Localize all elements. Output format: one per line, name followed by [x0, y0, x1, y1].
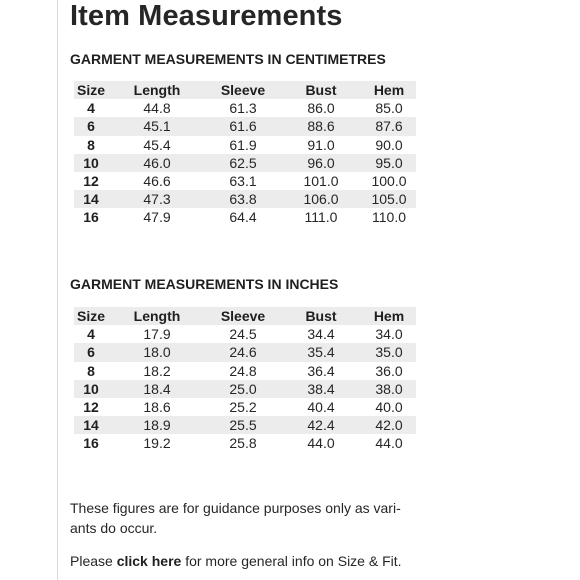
- cell-length: 44.8: [143, 100, 171, 117]
- cell-bust: 91.0: [307, 136, 335, 153]
- column-header-length: Length: [108, 81, 206, 99]
- cell-length: 17.9: [143, 326, 171, 343]
- cell-sleeve: 61.6: [206, 117, 280, 135]
- cell-sleeve: 61.9: [229, 136, 257, 153]
- inches-table-body: [74, 325, 416, 452]
- cell-size: 6: [74, 117, 108, 135]
- cell-hem: 36.0: [375, 362, 403, 379]
- cell-hem: 87.6: [362, 117, 416, 135]
- cell-sleeve: 25.8: [229, 435, 257, 452]
- cell-hem: 42.0: [362, 416, 416, 434]
- cell-sleeve: 24.6: [206, 343, 280, 361]
- cell-bust: 42.4: [280, 416, 362, 434]
- table-row: [74, 208, 416, 226]
- cell-size: 14: [74, 190, 108, 208]
- cell-sleeve: 25.5: [206, 416, 280, 434]
- cell-size: 16: [83, 435, 99, 452]
- cell-size: 4: [87, 100, 95, 117]
- cell-hem: 44.0: [375, 435, 403, 452]
- cell-bust: 38.4: [280, 380, 362, 398]
- cell-length: 18.4: [108, 380, 206, 398]
- cm-table-body: [74, 99, 416, 226]
- table-row: [74, 117, 416, 135]
- cell-size: 8: [87, 136, 95, 153]
- cell-sleeve: 64.4: [229, 209, 257, 226]
- cm-measurements-table: [74, 81, 416, 227]
- table-row: [74, 343, 416, 361]
- cell-size: 4: [87, 326, 95, 343]
- cell-size: 16: [83, 209, 99, 226]
- column-header-hem: Hem: [362, 81, 416, 99]
- click-here-link[interactable]: click here: [116, 553, 182, 569]
- cell-bust: 35.4: [280, 343, 362, 361]
- table-header-row: [74, 307, 416, 325]
- cell-length: 47.9: [143, 209, 171, 226]
- cell-hem: 85.0: [375, 100, 403, 117]
- cell-bust: 40.4: [307, 399, 335, 416]
- column-header-length: Length: [108, 307, 206, 325]
- column-header-sleeve: Sleeve: [206, 81, 280, 99]
- table-row: [74, 434, 416, 452]
- cell-hem: 105.0: [362, 190, 416, 208]
- cell-bust: 88.6: [280, 117, 362, 135]
- cell-length: 45.4: [143, 136, 171, 153]
- cell-sleeve: 25.2: [229, 399, 257, 416]
- column-header-hem: Hem: [362, 307, 416, 325]
- inches-measurements-table: [74, 307, 416, 453]
- cell-length: 47.3: [108, 190, 206, 208]
- cell-bust: 111.0: [304, 209, 338, 226]
- page-title: Item Measurements: [70, 0, 343, 32]
- cell-sleeve: 25.0: [206, 380, 280, 398]
- cell-hem: 38.0: [362, 380, 416, 398]
- size-fit-info: [70, 551, 402, 571]
- guidance-note: These figures are for guidance purposes only as vari-ants do occur.: [70, 500, 401, 536]
- cell-hem: 100.0: [371, 173, 407, 190]
- cell-length: 18.6: [143, 399, 171, 416]
- cell-length: 18.9: [108, 416, 206, 434]
- cell-size: 8: [87, 362, 95, 379]
- table-row: [74, 325, 416, 343]
- cell-size: 10: [74, 154, 108, 172]
- cell-bust: 34.4: [307, 326, 335, 343]
- cell-length: 45.1: [108, 117, 206, 135]
- table-header-row: [74, 81, 416, 99]
- cell-length: 18.2: [143, 362, 171, 379]
- cell-hem: 34.0: [375, 326, 403, 343]
- table-row: [74, 99, 416, 117]
- table-row: [74, 416, 416, 434]
- table-row: [74, 172, 416, 190]
- cell-size: 10: [74, 380, 108, 398]
- cell-sleeve: 63.8: [206, 190, 280, 208]
- cell-sleeve: 24.5: [229, 326, 257, 343]
- cell-bust: 44.0: [307, 435, 335, 452]
- column-header-size: Size: [74, 307, 108, 325]
- cell-size: 12: [83, 173, 99, 190]
- cell-sleeve: 63.1: [229, 173, 257, 190]
- cell-length: 19.2: [143, 435, 171, 452]
- cell-bust: 101.0: [303, 173, 339, 190]
- cell-bust: 106.0: [280, 190, 362, 208]
- cell-length: 18.0: [108, 343, 206, 361]
- cell-hem: 90.0: [375, 136, 403, 153]
- table-row: [74, 362, 416, 380]
- table-row: [74, 136, 416, 154]
- cell-hem: 110.0: [372, 209, 406, 226]
- column-header-bust: Bust: [280, 81, 362, 99]
- cell-bust: 36.4: [307, 362, 335, 379]
- cell-hem: 40.0: [375, 399, 403, 416]
- table-row: [74, 154, 416, 172]
- column-header-sleeve: Sleeve: [206, 307, 280, 325]
- size-fit-prefix: Please: [70, 553, 117, 569]
- size-fit-suffix: for more general info on Size & Fit.: [181, 553, 402, 569]
- inches-table-heading: GARMENT MEASUREMENTS IN INCHES: [70, 276, 339, 292]
- cell-length: 46.0: [108, 154, 206, 172]
- column-header-bust: Bust: [280, 307, 362, 325]
- table-row: [74, 190, 416, 208]
- cell-sleeve: 62.5: [206, 154, 280, 172]
- cell-bust: 96.0: [280, 154, 362, 172]
- table-row: [74, 398, 416, 416]
- table-row: [74, 380, 416, 398]
- cell-bust: 86.0: [307, 100, 335, 117]
- left-border: [57, 0, 58, 580]
- cell-hem: 35.0: [362, 343, 416, 361]
- cell-size: 6: [74, 343, 108, 361]
- cell-size: 14: [74, 416, 108, 434]
- cell-hem: 95.0: [362, 154, 416, 172]
- cell-sleeve: 61.3: [229, 100, 257, 117]
- cell-length: 46.6: [143, 173, 171, 190]
- cell-sleeve: 24.8: [229, 362, 257, 379]
- cm-table-heading: GARMENT MEASUREMENTS IN CENTIMETRES: [70, 51, 386, 67]
- column-header-size: Size: [74, 81, 108, 99]
- cell-size: 12: [83, 399, 99, 416]
